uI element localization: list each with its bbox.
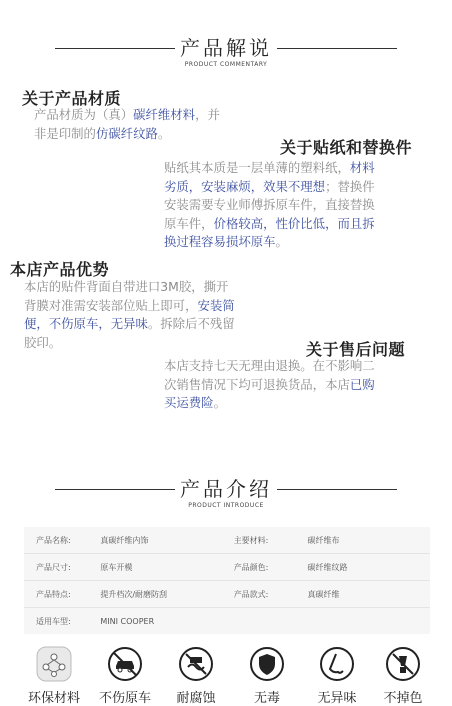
spec-key	[234, 608, 308, 635]
commentary-header	[0, 35, 452, 75]
feature-label: 环保材料	[28, 691, 81, 706]
spec-key: 主要材料:	[234, 527, 308, 554]
no-fade-icon	[385, 646, 421, 682]
feature-label: 不伤原车	[99, 691, 152, 706]
advantage-text: 本店的贴件背面自带进口3M胶，撕开 背膜对准需安装部位贴上即可，安装简 便，不伤原车，无异味。拆除后不残留 胶印。	[24, 279, 235, 350]
spec-value: 真碳纤维	[308, 581, 430, 608]
section-title: 产品解说	[180, 36, 272, 60]
section-subtitle: PRODUCT INTRODUCE	[188, 502, 264, 509]
spec-key: 产品尺寸:	[24, 554, 100, 581]
material-heading: 关于产品材质	[22, 89, 122, 108]
spec-row	[24, 527, 430, 554]
spec-key: 产品款式:	[234, 581, 308, 608]
feature-no-harm	[99, 646, 151, 706]
spec-value	[308, 608, 430, 635]
spec-table	[24, 527, 430, 634]
feature-corrosion	[170, 646, 222, 706]
nose-icon	[319, 646, 355, 682]
spec-value: MINI COOPER	[100, 616, 155, 626]
introduce-header	[0, 476, 452, 516]
feature-eco	[28, 646, 80, 706]
molecule-icon	[36, 646, 72, 682]
feature-label: 耐腐蚀	[176, 691, 216, 706]
spec-value: 提升档次/耐磨防刮	[100, 581, 233, 608]
spec-key: 适用车型:	[36, 616, 71, 626]
no-car-icon	[107, 646, 143, 682]
spec-key: 产品特点:	[24, 581, 100, 608]
advantage-heading: 本店产品优势	[10, 260, 110, 279]
material-text: 产品材质为（真）碳纤维材料，并 非是印制的仿碳纤纹路。	[34, 107, 220, 141]
spec-value: 碳纤维布	[308, 527, 430, 554]
no-corrosion-icon	[178, 646, 214, 682]
feature-nontoxic	[241, 646, 293, 706]
spec-key: 产品名称:	[24, 527, 100, 554]
spec-value: 真碳纤维内饰	[100, 527, 233, 554]
section-title: 产品介绍	[180, 477, 272, 501]
spec-row	[24, 554, 430, 581]
shield-icon	[249, 646, 285, 682]
feature-label: 无毒	[253, 691, 280, 706]
section-subtitle: PRODUCT COMMENTARY	[184, 61, 268, 68]
spec-value: 碳纤维纹路	[308, 554, 430, 581]
feature-odorless	[311, 646, 363, 706]
spec-value: 原车开模	[100, 554, 233, 581]
spec-row	[24, 608, 430, 635]
aftersale-heading: 关于售后问题	[306, 340, 406, 359]
sticker-text: 贴纸其本质是一层单薄的塑料纸，材料 劣质，安装麻烦，效果不理想；替换件 安装需要专业师傅拆原车件，直接替换 原车件，价格较高，性价比低，而且拆 换过程容易损坏原车。	[164, 160, 375, 250]
feature-label: 不掉色	[383, 691, 423, 706]
sticker-heading: 关于贴纸和替换件	[280, 138, 413, 157]
feature-no-fade	[377, 646, 429, 706]
spec-key: 产品颜色:	[234, 554, 308, 581]
aftersale-text: 本店支持七天无理由退换。在不影响二 次销售情况下均可退换货品，本店已购 买运费险。	[164, 358, 375, 411]
feature-label: 无异味	[317, 691, 357, 706]
spec-row	[24, 581, 430, 608]
